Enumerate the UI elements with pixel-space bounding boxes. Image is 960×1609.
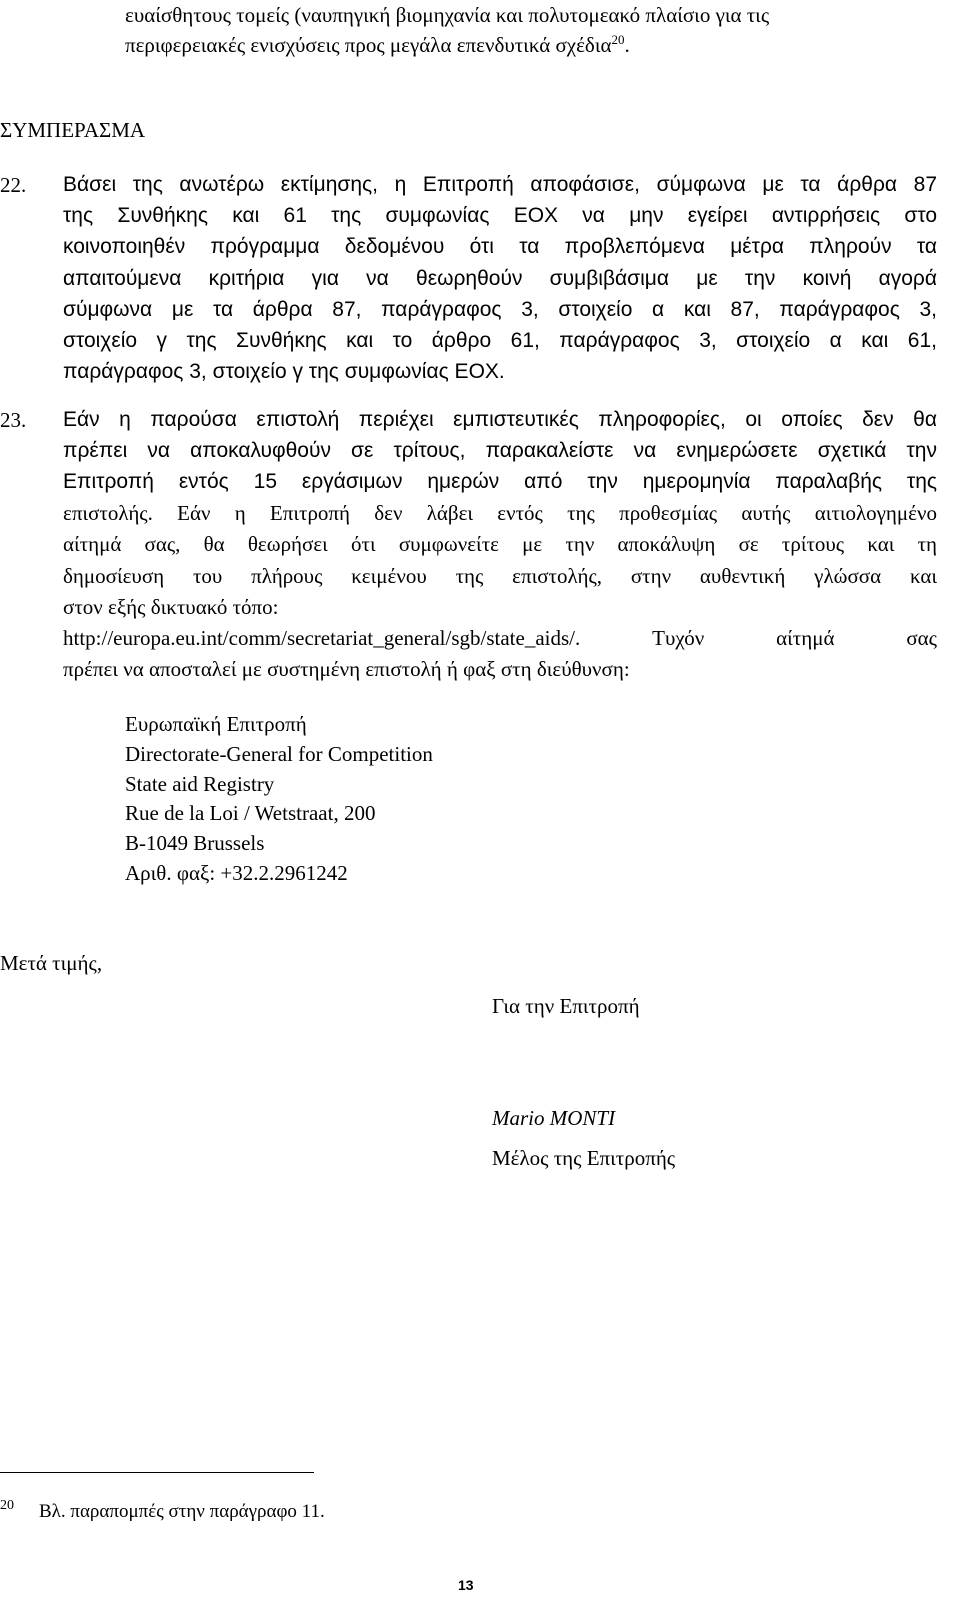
address-line: B-1049 Brussels xyxy=(125,831,265,855)
paragraph-23-line: δημοσίευση του πλήρους κειμένου της επιστολής, στην αυθεντική γλώσσα και xyxy=(63,564,937,588)
address-line: Rue de la Loi / Wetstraat, 200 xyxy=(125,801,376,825)
address-line: Αριθ. φαξ: +32.2.2961242 xyxy=(125,861,348,885)
paragraph-22-line: σύμφωνα με τα άρθρα 87, παράγραφος 3, στοιχείο α και 87, παράγραφος 3, xyxy=(63,298,937,321)
footnote-text: Βλ. παραπομπές στην παράγραφο 11. xyxy=(39,1501,325,1522)
continuation-end: . xyxy=(624,33,630,57)
section-heading: ΣΥΜΠΕΡΑΣΜΑ xyxy=(0,118,146,142)
continuation-line-1: ευαίσθητους τομείς (ναυπηγική βιομηχανία και πολυτομεακό πλαίσιο για τις xyxy=(125,3,770,27)
address-line: State aid Registry xyxy=(125,772,275,796)
paragraph-23-line: επιστολής. Εάν η Επιτροπή δεν λάβει εντός της προθεσμίας αυτής αιτιολογημένο xyxy=(63,501,937,525)
signatory-title: Μέλος της Επιτροπής xyxy=(492,1146,676,1170)
address-line: Ευρωπαϊκή Επιτροπή xyxy=(125,712,307,736)
paragraph-23-number: 23. xyxy=(0,408,27,432)
paragraph-23-line: πρέπει να αποσταλεί με συστημένη επιστολή ή φαξ στη διεύθυνση: xyxy=(63,657,630,681)
paragraph-23-url-line: http://europa.eu.int/comm/secretariat_general/sgb/state_aids/. Τυχόν αίτημά σας xyxy=(63,626,937,650)
paragraph-23-line: Εάν η παρούσα επιστολή περιέχει εμπιστευτικές πληροφορίες, οι οποίες δεν θα xyxy=(63,408,937,431)
paragraph-22-number: 22. xyxy=(0,173,27,197)
paragraph-23-line: Επιτροπή εντός 15 εργάσιμων ημερών από την ημερομηνία παραλαβής της xyxy=(63,470,937,493)
paragraph-23-line: αίτημά σας, θα θεωρήσει ότι συμφωνείτε με την αποκάλυψη σε τρίτους και τη xyxy=(63,532,937,556)
signature-on-behalf: Για την Επιτροπή xyxy=(492,994,640,1018)
paragraph-23-line: πρέπει να αποκαλυφθούν σε τρίτους, παρακαλείστε να ενημερώσετε σχετικά την xyxy=(63,439,937,462)
paragraph-22-line: παράγραφος 3, στοιχείο γ της συμφωνίας ΕΟΧ. xyxy=(63,360,505,383)
footnote-reference: 20 xyxy=(611,32,625,47)
address-line: Directorate-General for Competition xyxy=(125,742,433,766)
paragraph-22-line: της Συνθήκης και 61 της συμφωνίας ΕΟΧ να μην εγείρει αντιρρήσεις στο xyxy=(63,204,937,227)
paragraph-22-line: Βάσει της ανωτέρω εκτίμησης, η Επιτροπή αποφάσισε, σύμφωνα με τα άρθρα 87 xyxy=(63,173,937,196)
paragraph-22-line: στοιχείο γ της Συνθήκης και το άρθρο 61, παράγραφος 3, στοιχείο α και 61, xyxy=(63,329,937,352)
footnote-number: 20 xyxy=(0,1498,14,1513)
page-number: 13 xyxy=(458,1577,474,1593)
paragraph-22-line: απαιτούμενα κριτήρια για να θεωρηθούν συμβιβάσιμα με την κοινή αγορά xyxy=(63,267,937,290)
closing-salutation: Μετά τιμής, xyxy=(0,951,103,975)
continuation-line-2 xyxy=(125,32,630,58)
paragraph-22-line: κοινοποιηθέν πρόγραμμα δεδομένου ότι τα προβλεπόμενα μέτρα πληρούν τα xyxy=(63,235,937,258)
signatory-name: Mario MONTI xyxy=(492,1106,616,1130)
paragraph-23-line: στον εξής δικτυακό τόπο: xyxy=(63,595,279,619)
footnote-separator xyxy=(0,1472,314,1473)
continuation-text: περιφερειακές ενισχύσεις προς μεγάλα επενδυτικά σχέδια xyxy=(125,33,612,57)
